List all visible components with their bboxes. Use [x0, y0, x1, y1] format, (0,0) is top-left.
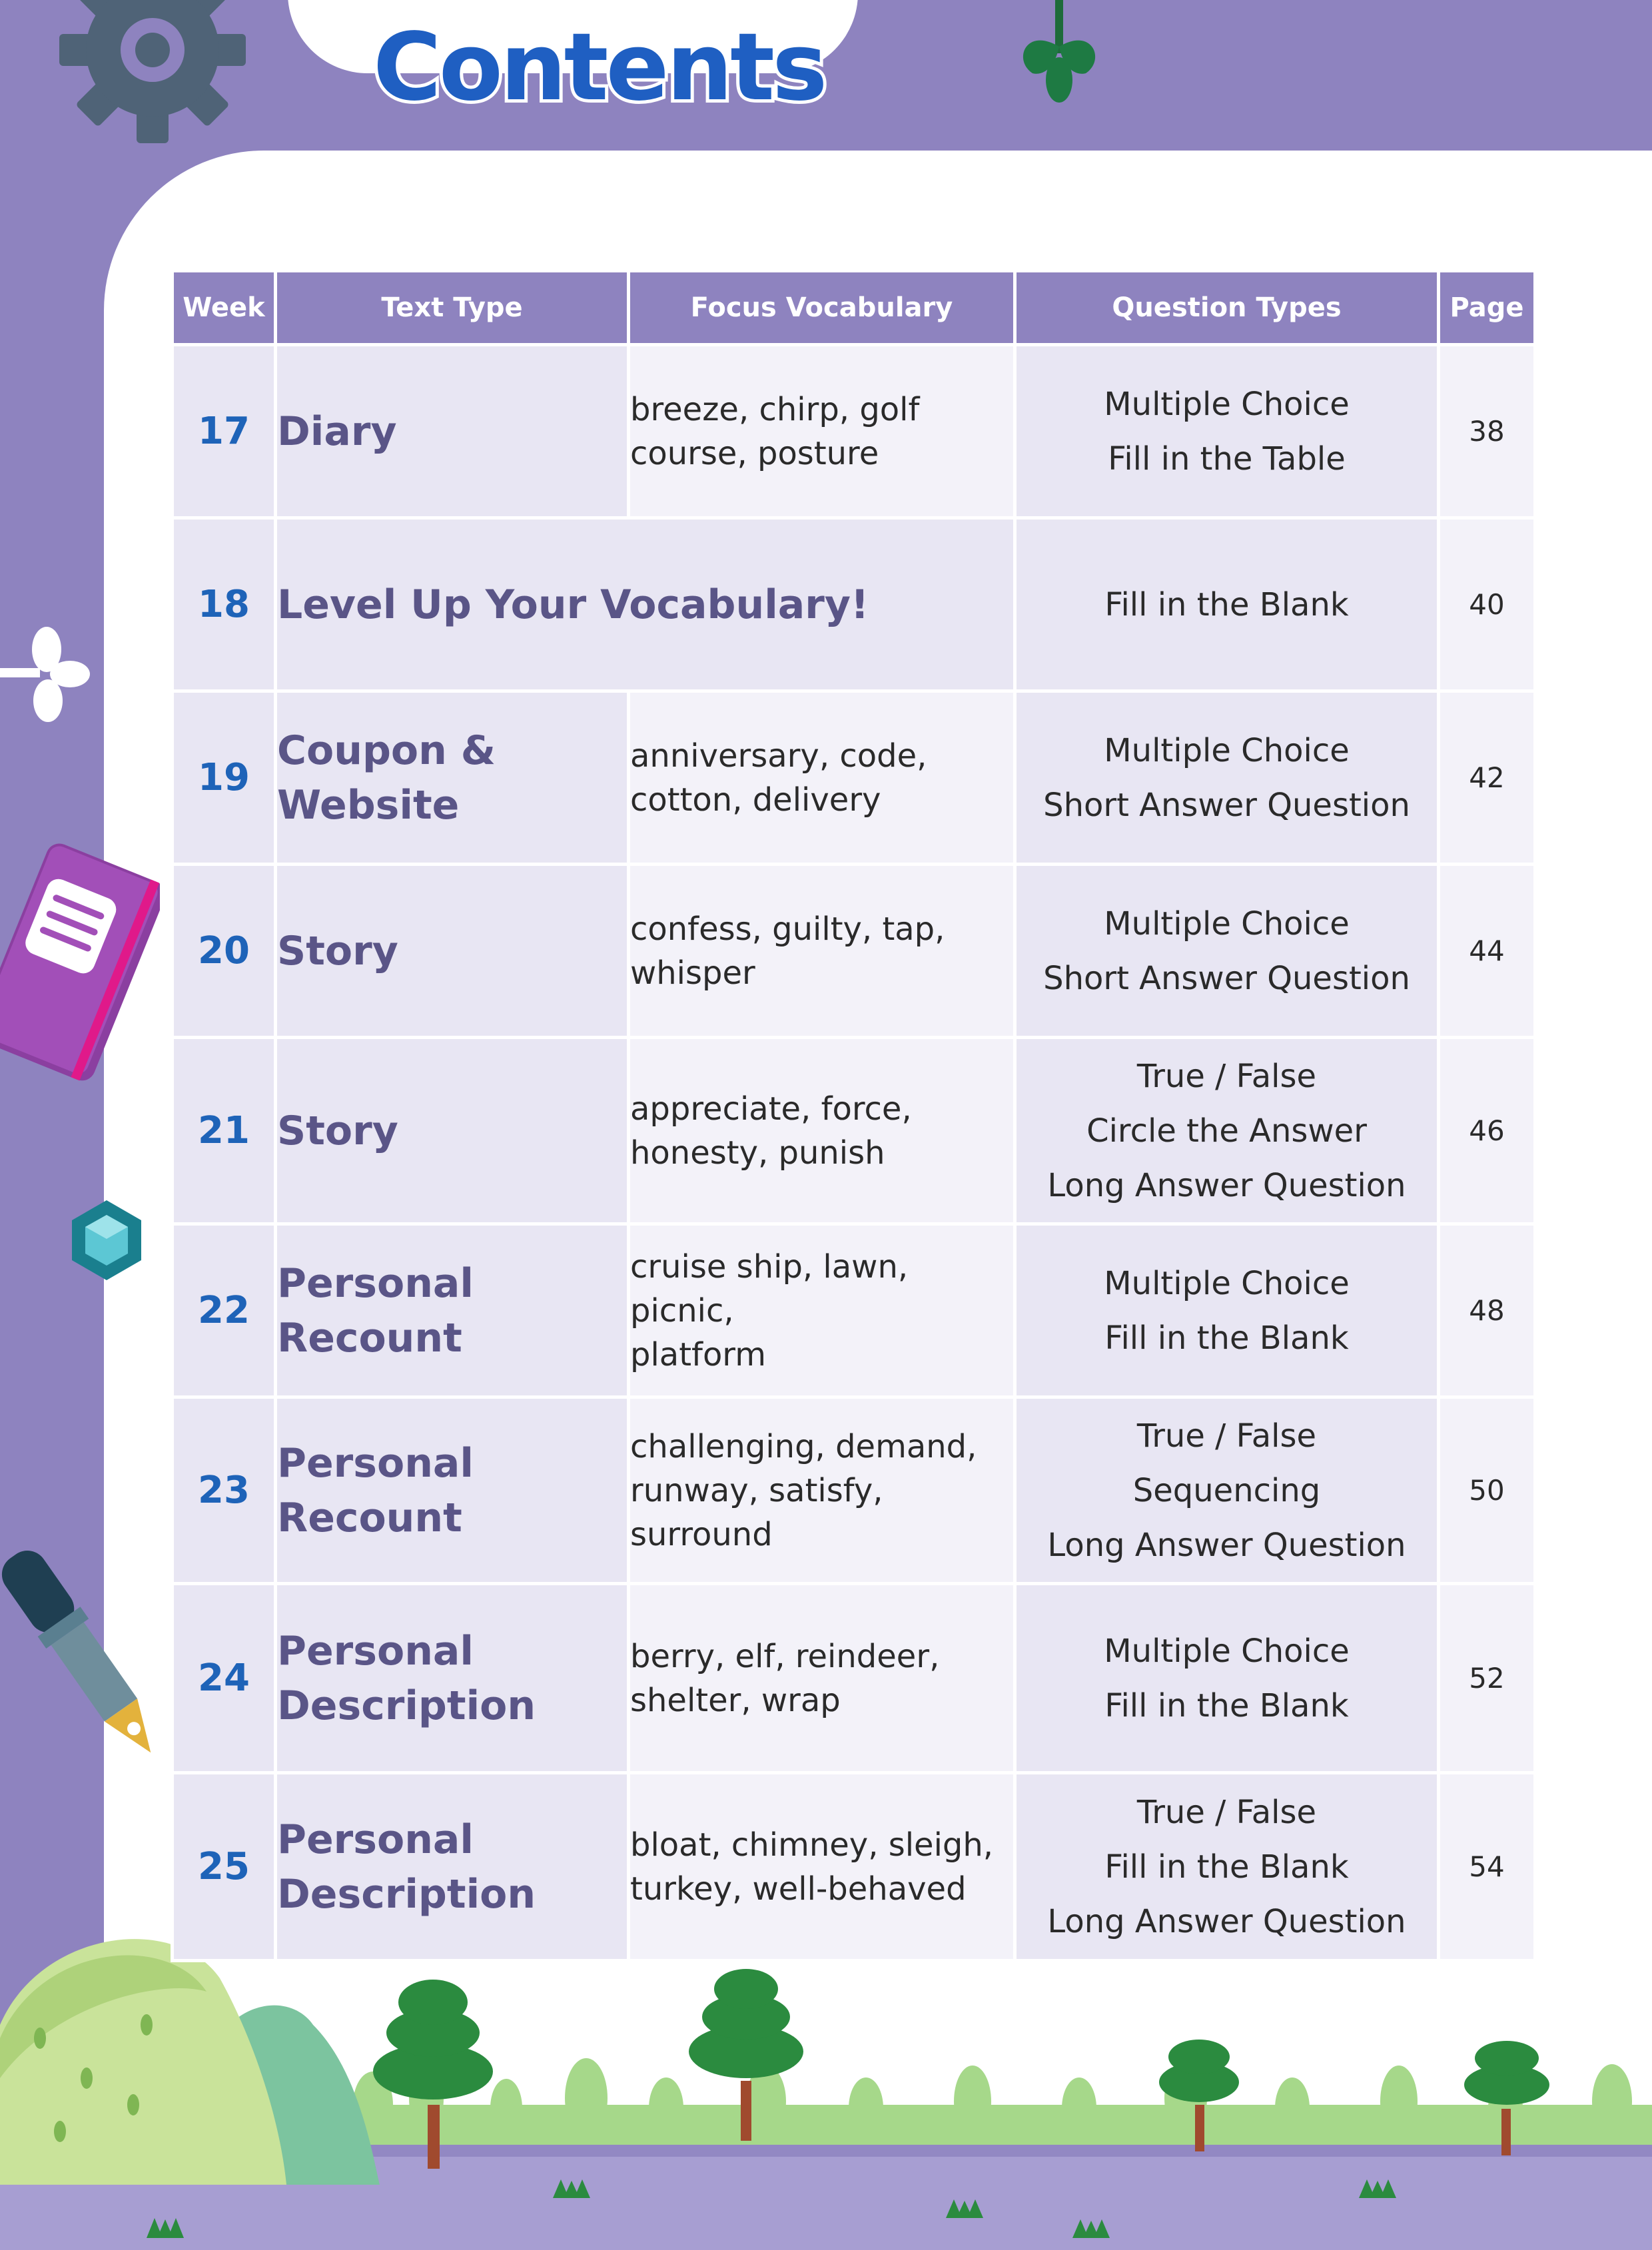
question-types: True / False Circle the Answer Long Answer Question	[1015, 1038, 1439, 1224]
header-text-type: Text Type	[276, 271, 629, 345]
notebook-icon	[0, 819, 160, 1112]
week-number: 20	[173, 865, 276, 1038]
question-types: True / False Sequencing Long Answer Question	[1015, 1397, 1439, 1584]
week-number: 23	[173, 1397, 276, 1584]
question-types: Multiple Choice Fill in the Blank	[1015, 1584, 1439, 1773]
week-number: 22	[173, 1224, 276, 1397]
focus-vocabulary: bloat, chimney, sleigh, turkey, well-behaved	[629, 1773, 1015, 1961]
fountain-pen-icon	[0, 1539, 173, 1772]
header-question-types: Question Types	[1015, 271, 1439, 345]
text-type: Personal Recount	[276, 1397, 629, 1584]
table-row	[173, 865, 1535, 1038]
header-page: Page	[1439, 271, 1535, 345]
page-number: 44	[1439, 865, 1535, 1038]
page-number: 52	[1439, 1584, 1535, 1773]
week-number: 21	[173, 1038, 276, 1224]
question-types: Multiple Choice Fill in the Table	[1015, 345, 1439, 518]
focus-vocabulary: anniversary, code, cotton, delivery	[629, 691, 1015, 865]
text-type: Personal Description	[276, 1584, 629, 1773]
page-title: Contents	[373, 13, 825, 122]
page-number: 48	[1439, 1224, 1535, 1397]
table-row	[173, 345, 1535, 518]
page-number: 42	[1439, 691, 1535, 865]
page-number: 50	[1439, 1397, 1535, 1584]
focus-vocabulary: confess, guilty, tap, whisper	[629, 865, 1015, 1038]
question-types: Multiple Choice Short Answer Question	[1015, 691, 1439, 865]
table-row	[173, 518, 1535, 691]
table-row	[173, 1584, 1535, 1773]
text-type: Story	[276, 865, 629, 1038]
text-type: Diary	[276, 345, 629, 518]
gear-icon	[56, 0, 249, 147]
text-type: Story	[276, 1038, 629, 1224]
week-number: 18	[173, 518, 276, 691]
focus-vocabulary: breeze, chirp, golf course, posture	[629, 345, 1015, 518]
table-row	[173, 691, 1535, 865]
contents-table	[171, 269, 1537, 1962]
question-types: Fill in the Blank	[1015, 518, 1439, 691]
header-week: Week	[173, 271, 276, 345]
leaf-icon	[0, 626, 93, 726]
sprout-icon	[1013, 0, 1106, 107]
focus-vocabulary: berry, elf, reindeer, shelter, wrap	[629, 1584, 1015, 1773]
level-up-label: Level Up Your Vocabulary!	[276, 518, 1015, 691]
week-number: 17	[173, 345, 276, 518]
table-row	[173, 1038, 1535, 1224]
week-number: 24	[173, 1584, 276, 1773]
gem-icon	[69, 1199, 144, 1282]
page-number: 46	[1439, 1038, 1535, 1224]
page-number: 54	[1439, 1773, 1535, 1961]
table-row	[173, 1773, 1535, 1961]
week-number: 25	[173, 1773, 276, 1961]
question-types: Multiple Choice Fill in the Blank	[1015, 1224, 1439, 1397]
focus-vocabulary: appreciate, force, honesty, punish	[629, 1038, 1015, 1224]
page-number: 38	[1439, 345, 1535, 518]
week-number: 19	[173, 691, 276, 865]
text-type: Personal Recount	[276, 1224, 629, 1397]
focus-vocabulary: challenging, demand, runway, satisfy, surround	[629, 1397, 1015, 1584]
text-type: Coupon & Website	[276, 691, 629, 865]
page-number: 40	[1439, 518, 1535, 691]
header-focus-vocabulary: Focus Vocabulary	[629, 271, 1015, 345]
question-types: Multiple Choice Short Answer Question	[1015, 865, 1439, 1038]
table-row	[173, 1397, 1535, 1584]
focus-vocabulary: cruise ship, lawn, picnic, platform	[629, 1224, 1015, 1397]
table-header-row	[173, 271, 1535, 345]
text-type: Personal Description	[276, 1773, 629, 1961]
table-row	[173, 1224, 1535, 1397]
question-types: True / False Fill in the Blank Long Answer Question	[1015, 1773, 1439, 1961]
